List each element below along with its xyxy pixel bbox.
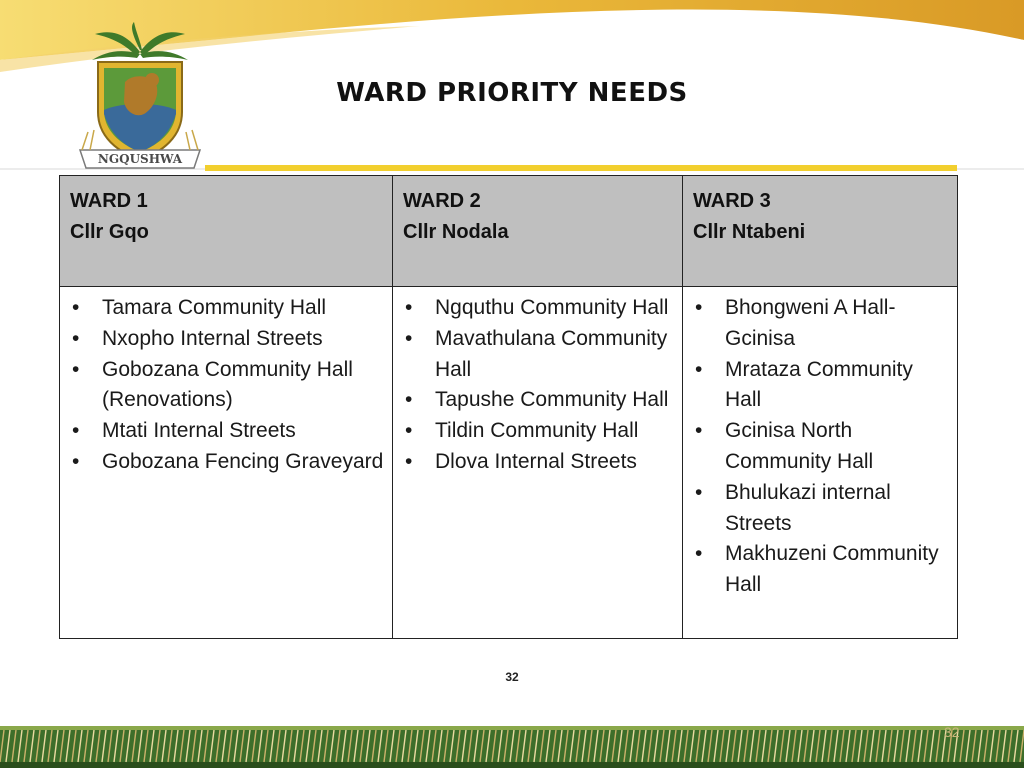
list-item: • Bhulukazi internal Streets xyxy=(693,478,951,540)
table-row xyxy=(60,287,958,639)
list-item: • Tapushe Community Hall xyxy=(403,385,676,416)
ward-3-items xyxy=(683,287,958,639)
list-item: • Makhuzeni Community Hall xyxy=(693,539,951,601)
title-underline xyxy=(205,165,957,171)
page-number: 32 xyxy=(505,670,519,684)
list-item: • Ngquthu Community Hall xyxy=(403,293,676,324)
ward-2-title: WARD 2 xyxy=(403,190,481,212)
ward-1-councillor: Cllr Gqo xyxy=(70,221,149,243)
list-item: • Gobozana Fencing Graveyard xyxy=(70,447,386,478)
list-item: • Gcinisa North Community Hall xyxy=(693,416,951,478)
ward-3-councillor: Cllr Ntabeni xyxy=(693,221,806,243)
ward-2-councillor: Cllr Nodala xyxy=(403,221,509,243)
list-item: • Gobozana Community Hall (Renovations) xyxy=(70,355,386,417)
list-item: • Bhongweni A Hall- Gcinisa xyxy=(693,293,951,355)
list-item: • Tildin Community Hall xyxy=(403,416,676,447)
svg-text:NGQUSHWA: NGQUSHWA xyxy=(97,152,183,166)
footer-pattern-strip xyxy=(0,726,1024,768)
list-item: • Nxopho Internal Streets xyxy=(70,324,386,355)
ward-1-header xyxy=(60,176,393,287)
ward-3-header xyxy=(683,176,958,287)
list-item: • Mrataza Community Hall xyxy=(693,355,951,417)
table-header-row xyxy=(60,176,958,287)
list-item: • Tamara Community Hall xyxy=(70,293,386,324)
ward-3-title: WARD 3 xyxy=(693,190,771,212)
list-item: • Mtati Internal Streets xyxy=(70,416,386,447)
list-item: • Dlova Internal Streets xyxy=(403,447,676,478)
page-title: WARD PRIORITY NEEDS xyxy=(336,78,688,108)
ward-priority-table xyxy=(59,175,958,639)
ward-1-title: WARD 1 xyxy=(70,190,148,212)
ward-2-header xyxy=(393,176,683,287)
ward-1-items xyxy=(60,287,393,639)
ward-2-items xyxy=(393,287,683,639)
corner-page-number: 32 xyxy=(944,724,960,740)
list-item: • Mavathulana Community Hall xyxy=(403,324,676,386)
